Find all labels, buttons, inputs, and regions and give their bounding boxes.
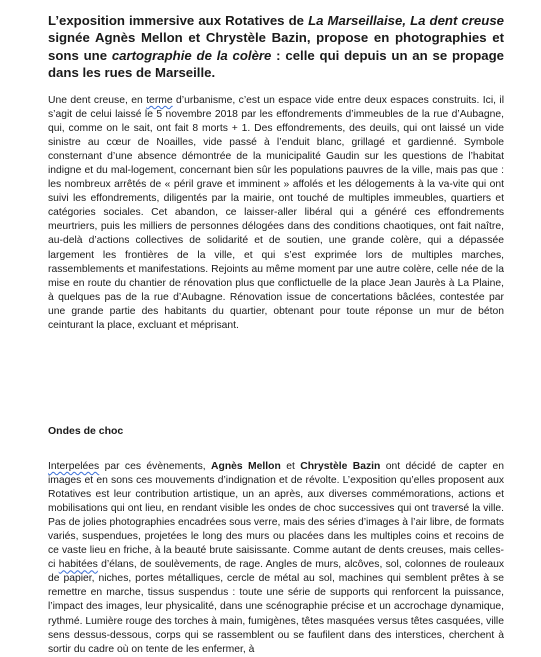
p2-text-1: par ces évènements, [99,461,212,472]
section-heading: Ondes de choc [48,425,124,437]
lead-paragraph [48,12,504,82]
p2-text-2: et [280,461,301,472]
body-paragraph-2 [48,460,504,657]
p1-spellcheck-word[interactable]: terme [146,95,173,106]
lead-title-italic: La Marseillaise, La dent creuse [308,13,504,28]
p1-text-1: Une dent creuse, en [48,95,147,106]
p2-text-4: d’élans, de soulèvements, de rage. Angles de murs, alcôves, sol, colonnes de rouleaux de papier, niches, portes métalliques, cercle de métal au sol, machines qui semblent prêtes à se remettre en marche, tissus suspendus : toute une série de supports qui renforcent la puissance, l’impact des images, leur physicalité, dans une scénographie précise et un accrochage dynamique, rythmé. Lumière rouge des torches à main, fumigènes, têtes masquées versus têtes casquées, ville sens dessus-dessous, corps qui se rassemblent ou se faufilent dans des interstices, cherchent à sortir du cadre où on tente de les enfermer, à [48,559,504,655]
body-paragraph-1 [48,94,504,333]
p2-text-3: ont décidé de capter en images et en sons ces mouvements d’indignation et de révolte. L’exposition qu’elles proposent aux Rotatives est leur contribution artistique, un an après, aux diverses commémorations, actions et mobilisations qui ont lieu, en rendant visible les ondes de choc successives qui ont traversé la ville. Pas de jolies photographies encadrées sous verre, mais des séries d’images à l’air libre, de formats variés, suspendues, projetées le long des murs ou placées dans les multiples coins et recoins de ce vaste lieu en friche, à la beauté brute saisissante. Comme autant de dents creuses, mais celles-ci [48,461,504,571]
lead-text-2: signée Agnès Mellon et Chrystèle Bazin, propose en photographies et sons une [48,30,504,63]
lead-text-1: L’exposition immersive aux Rotatives de [48,13,309,28]
p1-text-2: d’urbanisme, c’est un espace vide entre deux espaces construits. Ici, il s’agit de celui laissé le 5 novembre 2018 par les effondrements d’immeubles de la rue d’Aubagne, qui, comme on le sait, ont fait 8 morts + 1. Des effondrements, des deuils, qui ont laissé un vide sinistre au cœur de Noailles, vide passé à l’enduit blanc, grillagé et gardienné. Symbole consternant d’une absence démontrée de la municipalité Gaudin sur les questions de l’habitat indigne et du mal-logement, concernant bien sûr les populations pauvres de la ville, mais pas que : les nombreux arrêtés de « péril grave et imminent » affolés et les délogements à la va-vite qui ont suivi les effondrements, diligentés par la mairie, ont touché de multiples immeubles, quartiers et catégories sociales. Cet abandon, ce laisser-aller libéral qui a généré ces effondrements meurtriers, puis les milliers de personnes délogées dans des conditions chaotiques, ont fait naître, au-delà d’actions collectives de solidarité et de soutien, une grande colère, qui a dépassée largement les frontières de la ville, et qui s’est exprimée lors de multiples marches, rassemblements et manifestations. Rejoints au même moment par une autre colère, celle née de la mise en route du chantier de rénovation plus que conflictuelle de la place Jean Jaurès à La Plaine, à quelques pas de la rue d’Aubagne. Rénovation issue de concertations bâclées, contestée par une grande partie des habitants du quartier, obtenant pour toute réponse un mur de béton ceinturant la place, excluant et méprisant. [48,95,504,331]
p2-spellcheck-word-1[interactable]: Interpelées [48,461,100,472]
lead-text-3: : celle qui depuis un an se propage dans les rues de Marseille. [48,47,504,81]
lead-phrase-italic: cartographie de la colère [111,47,272,63]
p2-name-agnes: Agnès Mellon [211,461,281,472]
p2-name-chrystele: Chrystèle Bazin [300,461,381,472]
p2-spellcheck-word-2[interactable]: habitées [58,559,98,571]
